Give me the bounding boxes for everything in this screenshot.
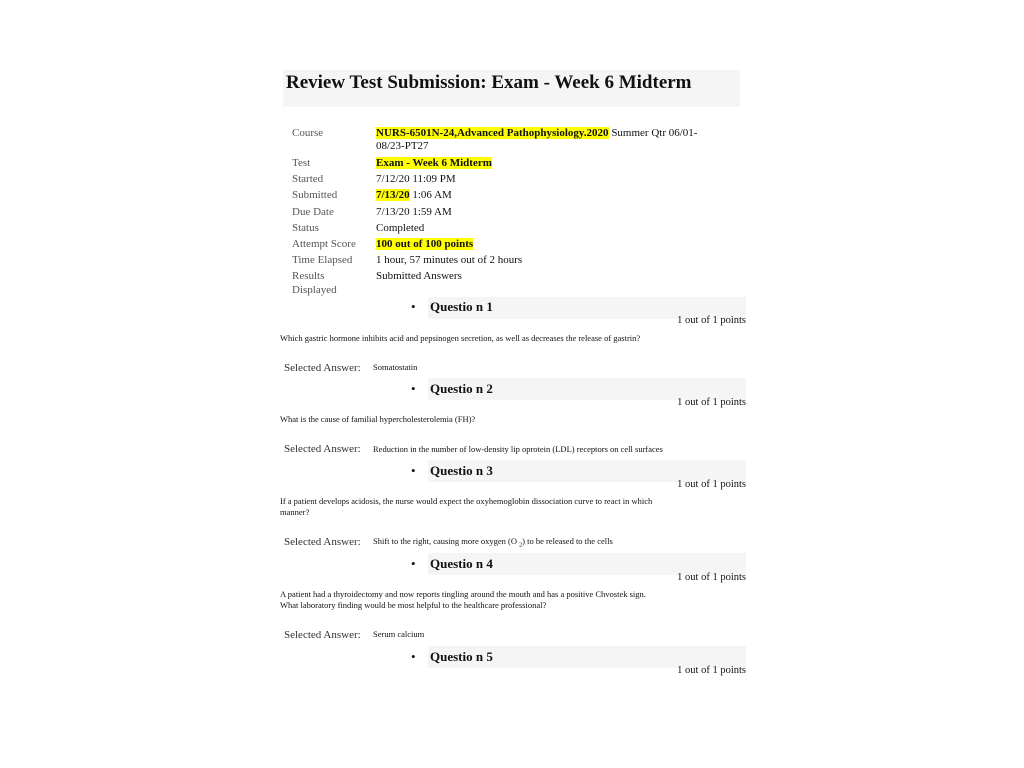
results-displayed-value: Submitted Answers bbox=[376, 270, 462, 282]
attempt-score-value bbox=[376, 238, 473, 251]
due-date-value: 7/13/20 1:59 AM bbox=[376, 206, 452, 218]
bullet-icon: • bbox=[411, 463, 416, 478]
question-text-line2: What laboratory finding would be most helpful to the healthcare professional? bbox=[280, 600, 547, 610]
question-title: Questio n 3 bbox=[430, 463, 493, 478]
question-title: Questio n 1 bbox=[430, 299, 493, 314]
question-title: Questio n 4 bbox=[430, 556, 493, 571]
bullet-icon: • bbox=[411, 556, 416, 571]
attempt-score-label: Attempt Score bbox=[292, 238, 356, 250]
question-text: If a patient develops acidosis, the nurse would expect the oxyhemoglobin dissociation curve to react in which bbox=[280, 496, 653, 506]
course-value-line2: 08/23-PT27 bbox=[376, 140, 429, 152]
question-text: A patient had a thyroidectomy and now reports tingling around the mouth and has a positive Chvostek sign. bbox=[280, 589, 646, 599]
question-text-line2: manner? bbox=[280, 507, 310, 517]
question-text: Which gastric hormone inhibits acid and pepsinogen secretion, as well as decreases the release of gastrin? bbox=[280, 333, 641, 343]
test-label: Test bbox=[292, 157, 311, 169]
test-highlight: Exam - Week 6 Midterm bbox=[376, 157, 492, 169]
question-points: 1 out of 1 points bbox=[677, 315, 746, 326]
selected-answer-label: Selected Answer: bbox=[284, 629, 361, 641]
score-highlight: 100 out of 100 points bbox=[376, 238, 474, 250]
submitted-value bbox=[376, 189, 452, 202]
selected-answer-label: Selected Answer: bbox=[284, 443, 361, 455]
status-label: Status bbox=[292, 222, 319, 234]
started-value: 7/12/20 11:09 PM bbox=[376, 173, 456, 185]
course-highlight: NURS-6501N-24,Advanced Pathophysiology.2020 bbox=[376, 127, 609, 139]
bullet-icon: • bbox=[411, 649, 416, 664]
status-value: Completed bbox=[376, 222, 425, 234]
selected-answer-label: Selected Answer: bbox=[284, 362, 361, 374]
question-points: 1 out of 1 points bbox=[677, 479, 746, 490]
bullet-icon: • bbox=[411, 299, 416, 314]
time-elapsed-label: Time Elapsed bbox=[292, 254, 353, 266]
selected-answer: Somatostatin bbox=[373, 362, 418, 372]
course-rest: Summer Qtr 06/01- bbox=[608, 127, 698, 139]
question-title: Questio n 5 bbox=[430, 649, 493, 664]
course-value bbox=[376, 127, 697, 140]
results-displayed-label-line2: Displayed bbox=[292, 284, 337, 296]
bullet-icon: • bbox=[411, 381, 416, 396]
selected-answer-post: ) to be released to the cells bbox=[522, 536, 613, 546]
question-text: What is the cause of familial hypercholesterolemia (FH)? bbox=[280, 414, 476, 424]
selected-answer: Serum calcium bbox=[373, 629, 425, 639]
course-label: Course bbox=[292, 127, 324, 139]
started-label: Started bbox=[292, 173, 324, 185]
question-title: Questio n 2 bbox=[430, 381, 493, 396]
question-points: 1 out of 1 points bbox=[677, 397, 746, 408]
results-displayed-label: Results bbox=[292, 270, 325, 282]
selected-answer bbox=[373, 536, 613, 551]
selected-answer-label: Selected Answer: bbox=[284, 536, 361, 548]
selected-answer-subscript: 2 bbox=[519, 542, 523, 549]
submitted-label: Submitted bbox=[292, 189, 338, 201]
submitted-highlight: 7/13/20 bbox=[376, 189, 410, 201]
question-points: 1 out of 1 points bbox=[677, 572, 746, 583]
due-date-label: Due Date bbox=[292, 206, 334, 218]
test-value bbox=[376, 157, 492, 170]
submitted-rest: 1:06 AM bbox=[409, 189, 452, 201]
page-title: Review Test Submission: Exam - Week 6 Midterm bbox=[286, 72, 692, 93]
selected-answer: Reduction in the number of low-density lip oprotein (LDL) receptors on cell surfaces bbox=[373, 444, 663, 454]
time-elapsed-value: 1 hour, 57 minutes out of 2 hours bbox=[376, 254, 523, 266]
question-points: 1 out of 1 points bbox=[677, 665, 746, 676]
selected-answer-pre: Shift to the right, causing more oxygen (O bbox=[373, 536, 520, 546]
